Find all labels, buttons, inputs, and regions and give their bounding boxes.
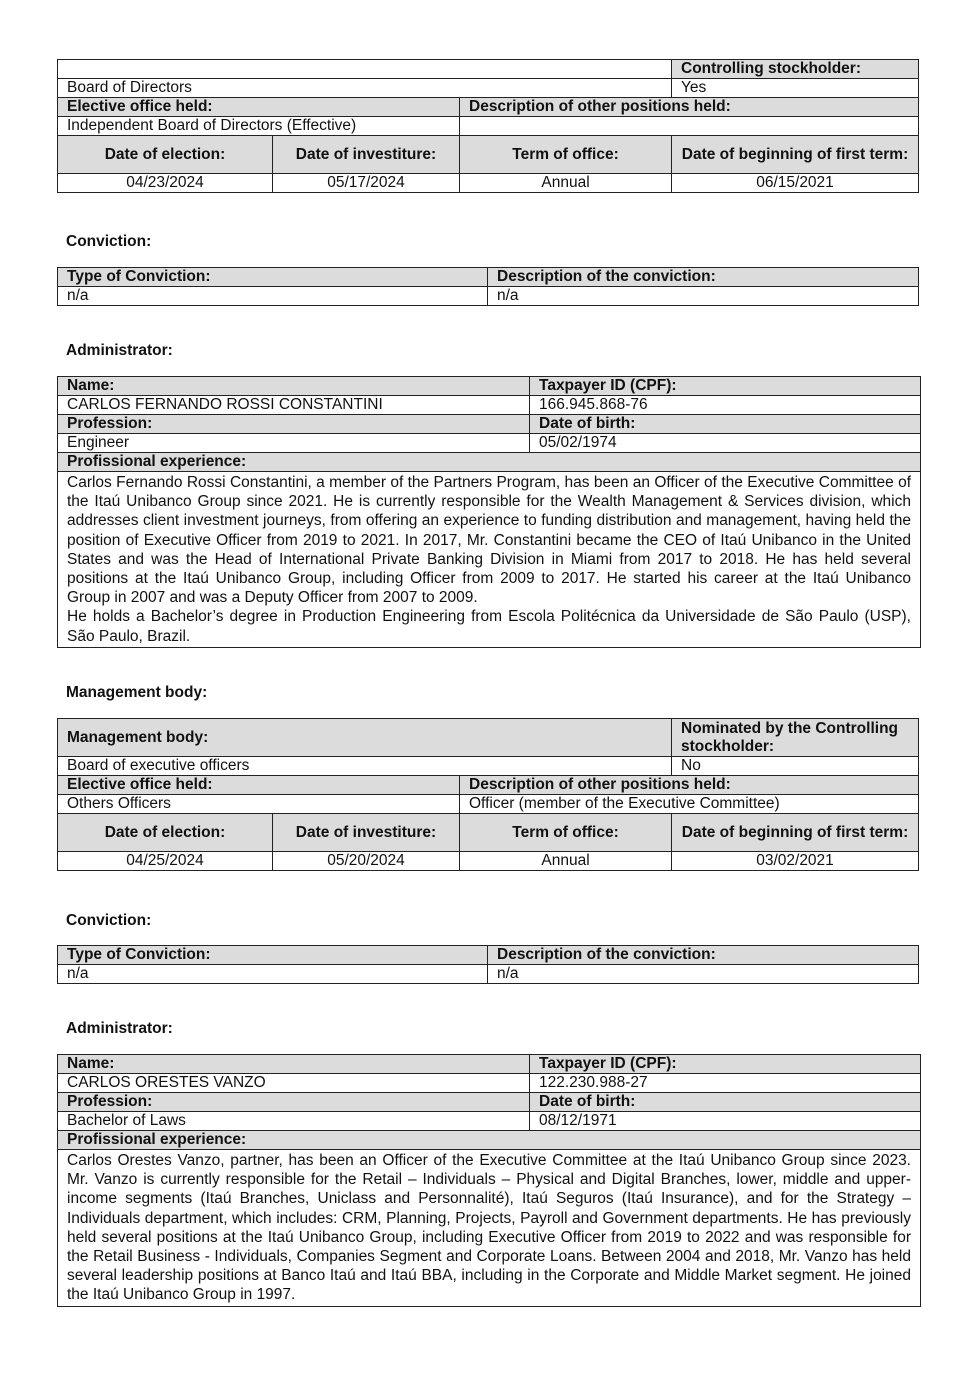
experience-label: Profissional experience: (58, 1131, 921, 1150)
election-date: 04/23/2024 (58, 174, 273, 193)
board-table-1 (57, 59, 919, 193)
elective-value: Others Officers (58, 795, 460, 814)
birth-label: Date of birth: (530, 1093, 921, 1112)
conviction-table-1 (57, 267, 919, 306)
controlling-value: Yes (672, 79, 919, 98)
cpf-value: 122.230.988-27 (530, 1074, 921, 1093)
blank-cell (58, 60, 672, 79)
controlling-label: Controlling stockholder: (672, 60, 919, 79)
term-label: Term of office: (460, 136, 672, 174)
conviction-type-label: Type of Conviction: (58, 268, 488, 287)
profession-value: Engineer (58, 434, 530, 453)
term-label: Term of office: (460, 814, 672, 852)
election-label: Date of election: (58, 814, 273, 852)
conviction-desc-value: n/a (488, 965, 919, 984)
term-value: Annual (460, 852, 672, 871)
board-table-2 (57, 718, 919, 871)
first-term-label: Date of beginning of first term: (672, 136, 919, 174)
other-positions-value (460, 117, 919, 136)
experience-text (58, 1150, 921, 1307)
management-body-label: Management body: (58, 719, 672, 757)
first-term-date: 06/15/2021 (672, 174, 919, 193)
conviction-desc-label: Description of the conviction: (488, 268, 919, 287)
name-value: CARLOS ORESTES VANZO (58, 1074, 530, 1093)
experience-paragraph: Carlos Fernando Rossi Constantini, a member of the Partners Program, has been an Officer of the Executive Committee of the Itaú Unibanco Group since 2021. He is currently responsible for the Wealth Management & Services division, which addresses client investment journeys, from offering an experience to funding distribution and management, having held the position of Executive Officer from 2019 to 2021. In 2017, Mr. Constantini became the CEO of Itaú Unibanco in the United States and was the Head of International Private Banking Division in Miami from 2017 to 2018. He has held several positions at the Itaú Unibanco Group, including Officer from 2009 to 2017. He started his career at the Itaú Unibanco Group in 2007 and was a Deputy Officer from 2007 to 2009. (67, 474, 911, 607)
conviction-heading: Conviction: (66, 912, 152, 929)
nominated-value: No (672, 757, 919, 776)
conviction-heading: Conviction: (66, 233, 152, 250)
birth-value: 05/02/1974 (530, 434, 921, 453)
administrator-heading: Administrator: (66, 342, 173, 359)
other-positions-label: Description of other positions held: (460, 98, 919, 117)
profession-value: Bachelor of Laws (58, 1112, 530, 1131)
investiture-label: Date of investiture: (273, 136, 460, 174)
management-body-value: Board of Directors (58, 79, 672, 98)
profession-label: Profession: (58, 415, 530, 434)
experience-text (58, 472, 921, 648)
other-positions-label: Description of other positions held: (460, 776, 919, 795)
investiture-label: Date of investiture: (273, 814, 460, 852)
profession-label: Profession: (58, 1093, 530, 1112)
conviction-type-value: n/a (58, 965, 488, 984)
first-term-date: 03/02/2021 (672, 852, 919, 871)
cpf-label: Taxpayer ID (CPF): (530, 1055, 921, 1074)
birth-label: Date of birth: (530, 415, 921, 434)
administrator-table-1 (57, 376, 921, 648)
experience-label: Profissional experience: (58, 453, 921, 472)
elective-label: Elective office held: (58, 776, 460, 795)
cpf-label: Taxpayer ID (CPF): (530, 377, 921, 396)
experience-paragraph: Carlos Orestes Vanzo, partner, has been an Officer of the Executive Committee at the Itaú Unibanco Group since 2023. Mr. Vanzo is currently responsible for the Retail – Individuals – Physical and Digital Branches, lower, middle and upper-income segments (Itaú Branches, Uniclass and Personnalité), Itaú Seguros (Itaú Insurance), and for the Strategy – Individuals department, which includes: CRM, Planning, Projects, Payroll and Government departments. He has previously held several positions at the Itaú Unibanco Group, including Executive Officer from 2019 to 2022 and was responsible for the Retail Business - Individuals, Companies Segment and Corporate Loans. Between 2004 and 2018, Mr. Vanzo has held several leadership positions at Banco Itaú and Itaú BBA, including in the Corporate and Middle Market segment. He joined the Itaú Unibanco Group in 1997. (67, 1152, 911, 1304)
management-body-value: Board of executive officers (58, 757, 672, 776)
name-label: Name: (58, 1055, 530, 1074)
experience-paragraph-2: He holds a Bachelor’s degree in Production Engineering from Escola Politécnica da Universidade de São Paulo (USP), São Paulo, Brazil. (67, 608, 911, 645)
election-date: 04/25/2024 (58, 852, 273, 871)
term-value: Annual (460, 174, 672, 193)
conviction-desc-value: n/a (488, 287, 919, 306)
conviction-type-label: Type of Conviction: (58, 946, 488, 965)
cpf-value: 166.945.868-76 (530, 396, 921, 415)
first-term-label: Date of beginning of first term: (672, 814, 919, 852)
conviction-table-2 (57, 945, 919, 984)
administrator-heading: Administrator: (66, 1020, 173, 1037)
elective-value: Independent Board of Directors (Effective) (58, 117, 460, 136)
other-positions-value: Officer (member of the Executive Committee) (460, 795, 919, 814)
nominated-label: Nominated by the Controlling stockholder: (672, 719, 919, 757)
conviction-desc-label: Description of the conviction: (488, 946, 919, 965)
conviction-type-value: n/a (58, 287, 488, 306)
administrator-table-2 (57, 1054, 921, 1307)
name-value: CARLOS FERNANDO ROSSI CONSTANTINI (58, 396, 530, 415)
management-body-heading: Management body: (66, 684, 208, 701)
investiture-date: 05/20/2024 (273, 852, 460, 871)
birth-value: 08/12/1971 (530, 1112, 921, 1131)
investiture-date: 05/17/2024 (273, 174, 460, 193)
election-label: Date of election: (58, 136, 273, 174)
elective-label: Elective office held: (58, 98, 460, 117)
name-label: Name: (58, 377, 530, 396)
